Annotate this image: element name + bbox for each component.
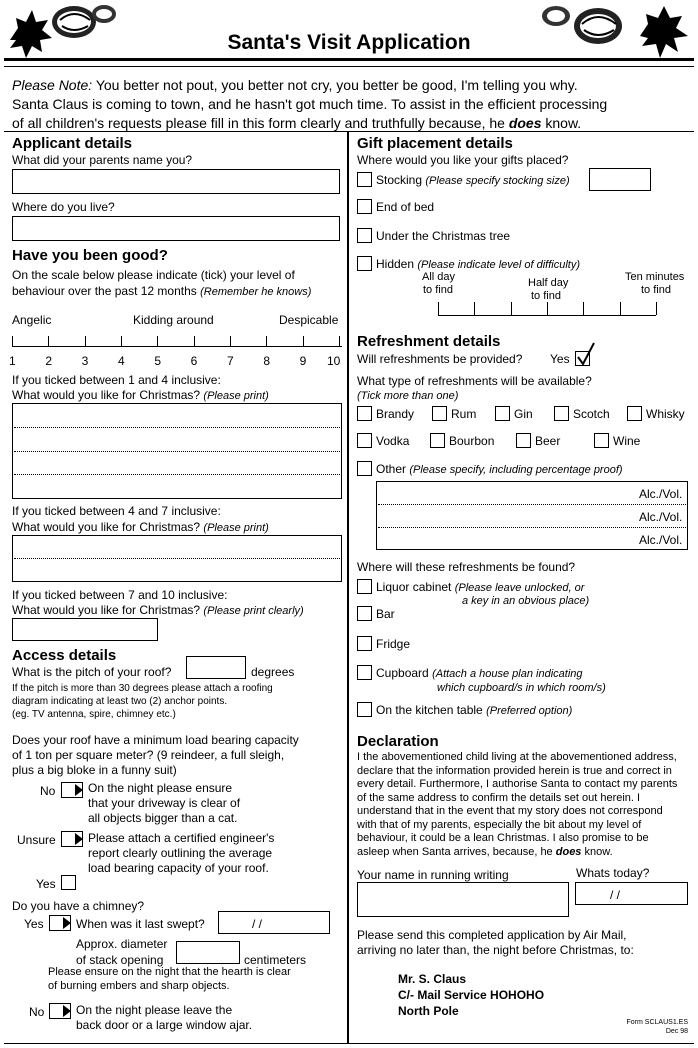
address-input[interactable] [12,216,340,241]
good-note: (Remember he knows) [200,286,312,298]
note-line3-end: know. [541,115,582,131]
live-question: Where do you live? [12,200,115,214]
wish1-line2: What would you like for Christmas? [12,388,201,402]
scale-kidding: Kidding around [133,313,214,327]
allday-label2: to find [423,284,453,296]
note-line2: Santa Claus is coming to town, and he hasn't got much time. To assist in the efficient processing [12,96,608,112]
scale-tick [266,336,267,347]
provided-yes-label: Yes [550,352,570,366]
swept-date-sep: / / [252,917,263,931]
scale-tick-label: 3 [81,354,89,368]
name-writing-label: Your name in running writing [357,868,509,882]
form-code-line2: Dec 98 [665,1028,688,1035]
load-unsure-text1: Please attach a certified engineer's [88,831,275,845]
pitch-note3: (eg. TV antenna, spire, chimney etc.) [12,709,176,720]
type-note: (Tick more than one) [357,390,459,402]
difficulty-tick [547,302,548,315]
load-q2: of 1 ton per square meter? (9 reindeer, a full sleigh, [12,748,285,762]
drink-checkbox-brandy[interactable] [357,406,372,421]
gift-question: Where would you like your gifts placed? [357,153,569,167]
drink-checkbox-beer[interactable] [516,433,531,448]
stocking-size-input[interactable] [589,168,651,191]
send-line1: Please send this completed application by Air Mail, [357,928,627,942]
drink-label-gin: Gin [514,407,533,421]
drink-checkbox-gin[interactable] [495,406,510,421]
note-does: does [508,115,542,131]
page-title: Santa's Visit Application [227,31,471,54]
hidden-checkbox[interactable] [357,256,372,271]
load-unsure-text3: load bearing capacity of your roof. [88,861,269,875]
load-unsure-label: Unsure [17,833,56,847]
declaration-line: behaviour, it could be a lean Christmas. I also promise to be [357,832,649,844]
hearth-note1: Please ensure on the night that the hearth is clear [48,966,291,978]
load-q3: plus a big bloke in a funny suit) [12,763,177,777]
address-line1: Mr. S. Claus [398,972,467,986]
difficulty-tick [583,302,584,315]
kitchen-note: (Preferred option) [486,705,573,717]
behaviour-scale[interactable] [12,346,342,347]
note-line1: You better not pout, you better not cry, you better be good, I'm telling you why. [95,77,578,93]
chimney-no-text1: On the night please leave the [76,1003,233,1017]
scale-tick [12,336,13,347]
kitchen-checkbox[interactable] [357,702,372,717]
wish2-line1: If you ticked between 4 and 7 inclusive: [12,504,221,518]
degrees-label: degrees [251,665,295,679]
diameter-label1: Approx. diameter [76,937,168,951]
liquor-note1: (Please leave unlocked, or [454,582,585,594]
cupboard-note2: which cupboard/s in which room/s) [437,682,606,694]
swept-question: When was it last swept? [76,917,205,931]
cupboard-label: Cupboard [376,666,429,680]
wish2-line2: What would you like for Christmas? [12,520,201,534]
fridge-checkbox[interactable] [357,636,372,651]
load-no-text3: all objects bigger than a cat. [88,811,238,825]
chimney-no-checkbox[interactable] [49,1003,71,1019]
swept-date-input[interactable] [218,911,330,934]
diameter-label2: of stack opening [76,953,164,967]
good-line1: On the scale below please indicate (tick) your level of [12,268,295,282]
load-yes-checkbox[interactable] [61,875,76,890]
scale-angelic: Angelic [12,313,52,327]
form-code-line1: Form SCLAUS1.ES [626,1019,688,1026]
good-heading: Have you been good? [12,247,168,264]
scale-tick-label: 6 [190,354,198,368]
wish3-line1: If you ticked between 7 and 10 inclusive: [12,588,228,602]
other-note: (Please specify, including percentage proof) [409,464,623,476]
other-checkbox[interactable] [357,461,372,476]
name-question: What did your parents name you? [12,153,193,167]
drink-checkbox-vodka[interactable] [357,433,372,448]
load-unsure-text2: report clearly outlining the average [88,846,273,860]
scale-tick-label: 9 [299,354,307,368]
drink-label-brandy: Brandy [376,407,415,421]
declaration-heading: Declaration [357,733,439,750]
drink-checkbox-bourbon[interactable] [430,433,445,448]
good-line2: behaviour over the past 12 months [12,284,197,298]
today-label: Whats today? [576,866,650,880]
centimeters-label: centimeters [244,953,307,967]
today-date-input[interactable] [575,882,688,905]
scale-tick-label: 5 [154,354,162,368]
alc-label-2: Alc./Vol. [639,510,683,524]
checkmark-icon [576,341,596,367]
scale-tick-label: 10 [327,354,341,368]
provided-question: Will refreshments be provided? [357,352,523,366]
drink-label-rum: Rum [451,407,477,421]
address-line2: C/- Mail Service HOHOHO [398,988,545,1002]
scale-despicable: Despicable [279,313,339,327]
declaration-line: declare that the information provided herein is true and correct in [357,764,672,777]
liquor-note2: a key in an obvious place) [462,595,590,607]
wish2-note: (Please print) [203,522,269,534]
allday-label1: All day [422,271,456,283]
drink-checkbox-whisky[interactable] [627,406,642,421]
drink-checkbox-rum[interactable] [432,406,447,421]
wish3-line2: What would you like for Christmas? [12,603,201,617]
wish1-line1: If you ticked between 1 and 4 inclusive: [12,373,221,387]
tree-checkbox[interactable] [357,228,372,243]
difficulty-tick [474,302,475,315]
halfday-label1: Half day [528,277,569,289]
tree-label: Under the Christmas tree [376,229,511,243]
today-date-sep: / / [610,888,621,902]
access-heading: Access details [12,647,117,664]
send-line2: arriving no later than, the night before Christmas, to: [357,943,634,957]
stocking-checkbox[interactable] [357,172,372,187]
refresh-heading: Refreshment details [357,333,501,350]
alc-label-3: Alc./Vol. [639,533,683,547]
column-divider [347,131,349,1043]
scale-tick-label: 8 [263,354,271,368]
note-label: Please Note: [12,77,93,93]
load-yes-label: Yes [36,877,56,891]
wish3-note: (Please print clearly) [203,605,304,617]
chimney-question: Do you have a chimney? [12,899,145,913]
load-no-label: No [40,784,56,798]
scale-tick [194,336,195,347]
scale-tick [339,336,340,347]
address-line3: North Pole [398,1004,459,1018]
diameter-input[interactable] [176,941,240,964]
declaration-text [357,751,677,859]
name-input[interactable] [12,169,340,194]
bar-label: Bar [376,607,395,621]
load-unsure-checkbox[interactable] [61,831,83,847]
alc-label-1: Alc./Vol. [639,487,683,501]
pitch-note2: diagram indicating at least two (2) anchor points. [12,696,228,707]
difficulty-tick [656,302,657,315]
scale-tick [85,336,86,347]
difficulty-tick [620,302,621,315]
load-no-text2: that your driveway is clear of [88,796,241,810]
drink-label-scotch: Scotch [573,407,610,421]
declaration-line: understand that in the event that my story does not correspond [357,805,663,817]
hidden-note: (Please indicate level of difficulty) [417,259,581,271]
scale-tick-label: 2 [45,354,53,368]
declaration-line: I the abovementioned child living at the abovementioned address, [357,751,677,763]
wish3-input[interactable] [12,618,158,641]
chimney-yes-label: Yes [24,917,44,931]
scale-tick [230,336,231,347]
applicant-heading: Applicant details [12,135,133,152]
fridge-label: Fridge [376,637,411,651]
chimney-no-text2: back door or a large window ajar. [76,1018,253,1032]
drink-checkbox-wine[interactable] [594,433,609,448]
chimney-yes-checkbox[interactable] [49,915,71,931]
scale-tick-label: 4 [118,354,125,368]
cupboard-note1: (Attach a house plan indicating [432,668,583,680]
drink-label-whisky: Whisky [646,407,685,421]
liquor-label: Liquor cabinet [376,580,452,594]
load-no-checkbox[interactable] [61,782,83,798]
scale-tick [157,336,158,347]
stocking-note: (Please specify stocking size) [425,175,570,187]
scale-tick [121,336,122,347]
pitch-input[interactable] [186,656,246,679]
declaration-line: every detail. Furthermore, I authorise Santa to contact my parents [357,778,678,790]
note-line3: of all children's requests please fill in this form clearly and truthfully because, he [12,115,509,131]
scale-tick [303,336,304,347]
where-question: Where will these refreshments be found? [357,560,576,574]
wish1-note: (Please print) [203,390,269,402]
drink-checkbox-scotch[interactable] [554,406,569,421]
wish2-input[interactable] [12,535,342,582]
hearth-note2: of burning embers and sharp objects. [48,980,230,992]
declaration-line: of the same address to confirm the details set out herein. I [357,791,641,804]
difficulty-tick [511,302,512,315]
liquor-checkbox[interactable] [357,579,372,594]
difficulty-tick [438,302,439,315]
gift-heading: Gift placement details [357,135,513,152]
scale-tick-label: 1 [9,354,16,368]
scale-tick-label: 7 [227,354,234,368]
load-q1: Does your roof have a minimum load bearing capacity [12,733,299,747]
signature-input[interactable] [357,882,569,917]
note-block [12,76,692,133]
end-of-bed-label: End of bed [376,200,435,214]
title-rule [4,58,694,61]
end-of-bed-checkbox[interactable] [357,199,372,214]
drink-label-wine: Wine [613,434,641,448]
hidden-label: Hidden [376,257,415,271]
scale-tick [48,336,49,347]
bar-checkbox[interactable] [357,606,372,621]
difficulty-scale[interactable] [438,315,656,316]
drink-label-beer: Beer [535,434,561,448]
load-no-text1: On the night please ensure [88,781,233,795]
wish1-input[interactable] [12,403,342,499]
pitch-note1: If the pitch is more than 30 degrees please attach a roofing [12,683,273,694]
halfday-label2: to find [531,290,561,302]
drink-label-vodka: Vodka [376,434,410,448]
tenmin-label2: to find [641,284,671,296]
drink-label-bourbon: Bourbon [449,434,495,448]
pitch-question: What is the pitch of your roof? [12,665,172,679]
declaration-line: with that of my parents, especially the bit about my level of [357,818,642,831]
other-label: Other [376,462,407,476]
form-code [627,1018,688,1036]
cupboard-checkbox[interactable] [357,665,372,680]
stocking-label: Stocking [376,173,423,187]
declaration-line: asleep when Santa arrives, because, he does know. [357,845,613,858]
chimney-no-label: No [29,1005,45,1019]
type-question: What type of refreshments will be available? [357,374,592,388]
tenmin-label1: Ten minutes [625,271,685,283]
kitchen-label: On the kitchen table [376,703,483,717]
